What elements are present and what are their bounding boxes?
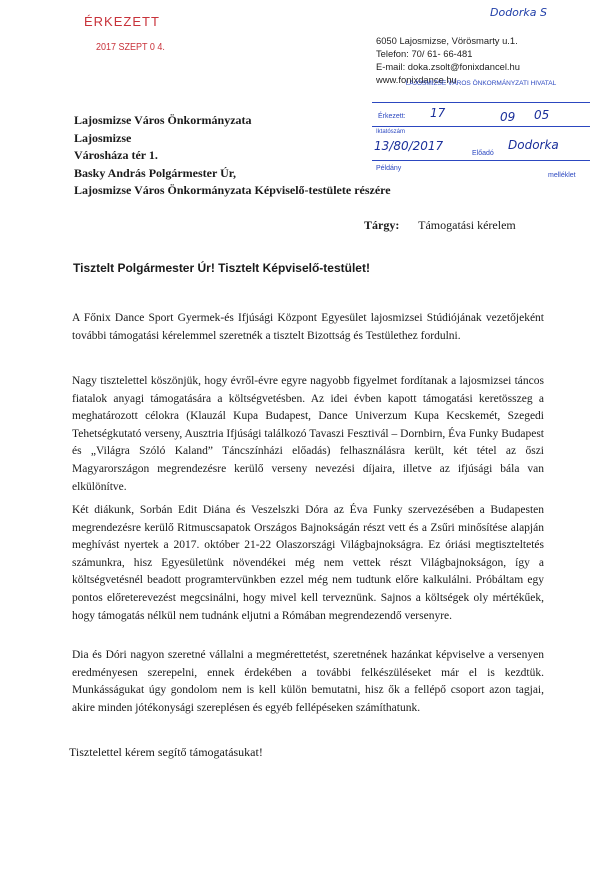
received-stamp xyxy=(84,14,174,53)
office-stamp xyxy=(372,80,590,184)
stamp-administrator: Dodorka xyxy=(508,138,559,152)
stamp-filing-number: 13/80/2017 xyxy=(374,139,444,153)
sender-email: E-mail: doka.zsolt@fonixdancel.hu xyxy=(376,61,520,72)
stamp-administrator-label: Előadó xyxy=(472,150,494,157)
salutation: Tisztelt Polgármester Úr! Tisztelt Képviselő-testület! xyxy=(73,261,370,275)
body-paragraph: Dia és Dóri nagyon szeretné vállalni a megmérettetést, szeretnének hazánkat képviselve a versenyen eredményesen szerepelni, ennek érdekében a további felkészüléseket már el is kezdtük. Munkásságukat úgy gondolom nem is kell külön bemutatni, hisz ők a fellépő csoport azon tagjai, akire minden jótékonysági szereplésen és egyéb fellépéseken számíthatunk. xyxy=(72,649,544,714)
body-paragraph: Két diákunk, Sorbán Edit Diána és Veszelszki Dóra az Éva Funky szervezésében a Budapesten megrendezésre kerülő Ritmuscsapatok Országos Bajnokságán részt vett és a Zsűri minősítése alapján meghívást nyertek a 2017. október 21-22 Olaszországi Világbajnokságra. Ez óriási megtiszteltetés számunkra, hisz Egyesületünk növendékei még nem vettek részt Világbajnokságon, így a költségvetésnél beadott programtervünkben ezzel még nem tudtunk előre kalkulálni. Próbáltam egy pontos előreterevezést megcsinálni, hogy mivel kell terveznünk. Sajnos a költségek oly mértékűek, hogy támogatás nélkül nem tudnánk eljutni a Rómában megrendezendő versenyre. xyxy=(72,504,544,622)
sender-block xyxy=(376,34,520,86)
subject-value: Támogatási kérelem xyxy=(418,218,516,232)
recipient-block xyxy=(74,112,391,200)
stamp-attachment-label: melléklet xyxy=(548,172,576,179)
stamp-received-label: Érkezett: xyxy=(378,113,406,120)
sender-phone: Telefon: 70/ 61- 66-481 xyxy=(376,48,473,59)
stamp-divider xyxy=(372,126,590,127)
stamp-copies-label: Példány xyxy=(376,165,402,172)
top-signature: Dodorka S xyxy=(490,6,548,19)
recipient-line: Városháza tér 1. xyxy=(74,148,158,163)
stamp-received-day: 17 xyxy=(430,106,446,120)
sender-address: 6050 Lajosmizse, Vörösmarty u.1. xyxy=(376,35,518,46)
stamp-received-month: 09 xyxy=(500,110,516,124)
office-stamp-title: LAJOSMIZSE VÁROS ÖNKORMÁNYZATI HIVATAL xyxy=(405,80,557,87)
recipient-line: Lajosmizse Város Önkormányzata xyxy=(74,113,252,127)
received-stamp-date: 2017 SZEPT 0 4. xyxy=(96,42,165,53)
body-paragraph: Nagy tisztelettel köszönjük, hogy évről-évre egyre nagyobb figyelmet fordítanak a lajosmizsei táncos fiatalok anyagi támogatására a költségvetésben. Az idei évben kapott támogatási keretösszeg a meghatározott célokra (Klauzál Kupa Budapest, Dance Univerzum Kupa Kecskemét, Szegedi Tehetségkutató verseny, Ausztria Ifjúsági találkozó Tavaszi Fesztivál – Dornbirn, Éva Funky Budapest és „Világra Szóló Kaland” Táncszínházi előadás) felhasználásra került, két tétel az őszi Magyarországon megrendezésre kerülő verseny nevezési díjaira, illetve az ifjúsági bála van elkülönítve. xyxy=(72,375,544,493)
body-paragraph: A Főnix Dance Sport Gyermek-és Ifjúsági Központ Egyesület lajosmizsei Stúdiójának vezetőjeként további támogatási kérelemmel szeretnék a tisztelt Bizottság és Testülethez fordulni. xyxy=(72,312,544,342)
received-stamp-label: ÉRKEZETT xyxy=(84,14,160,29)
stamp-filing-label: Iktatószám xyxy=(376,129,406,135)
recipient-line: Lajosmizse Város Önkormányzata Képviselő-testülete részére xyxy=(74,183,391,198)
subject-label: Tárgy: xyxy=(364,218,400,232)
subject-line xyxy=(364,218,516,233)
sender-web: www.fonixdance.hu xyxy=(376,74,457,85)
stamp-received-day2: 05 xyxy=(534,108,550,122)
closing-line: Tisztelettel kérem segítő támogatásukat! xyxy=(69,745,263,759)
recipient-line: Lajosmizse xyxy=(74,130,132,145)
stamp-divider xyxy=(372,102,590,103)
recipient-line: Basky András Polgármester Úr, xyxy=(74,165,236,180)
stamp-divider xyxy=(372,160,590,161)
